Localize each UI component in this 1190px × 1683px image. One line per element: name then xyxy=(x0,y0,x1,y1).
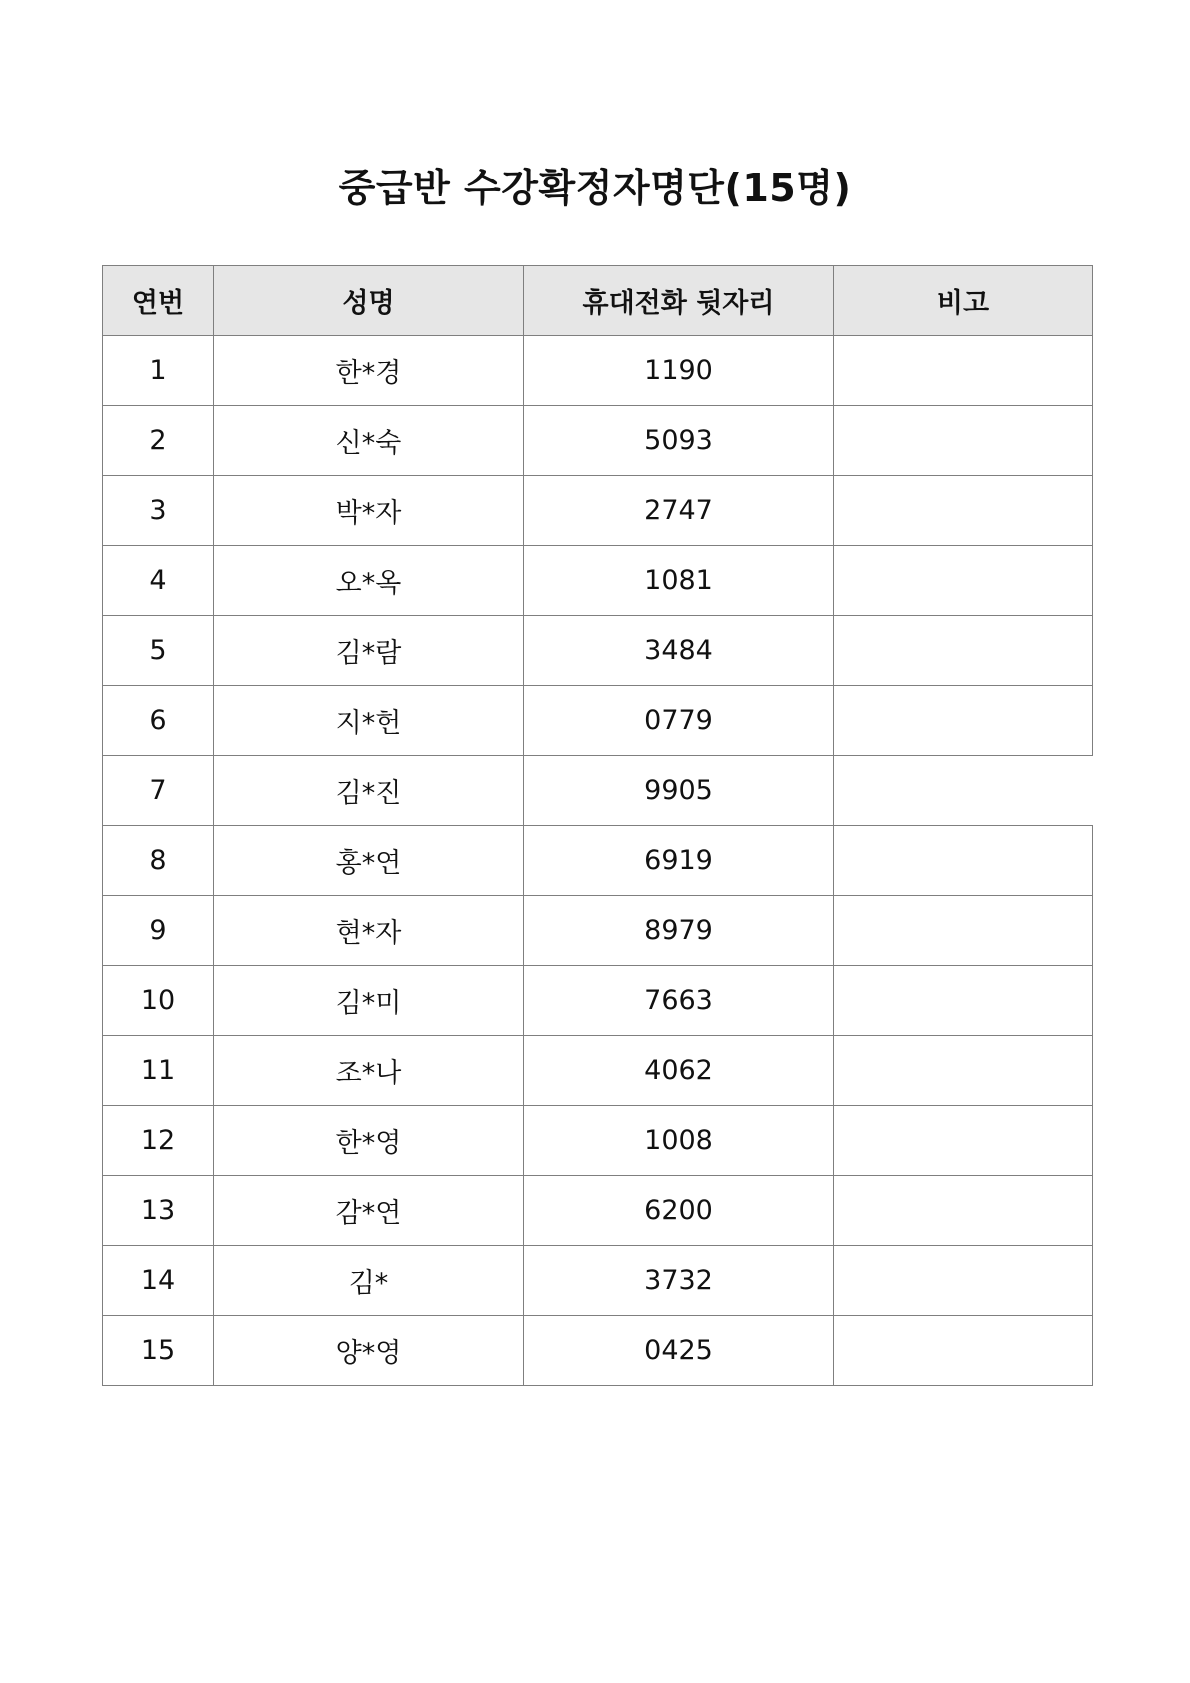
table-row xyxy=(103,406,1093,476)
row-number: 3 xyxy=(103,476,214,546)
table-row xyxy=(103,616,1093,686)
row-name: 신*숙 xyxy=(214,406,524,476)
row-number: 4 xyxy=(103,546,214,616)
row-note xyxy=(834,546,1093,616)
page-title: 중급반 수강확정자명단(15명) xyxy=(338,166,852,210)
table-row xyxy=(103,756,1093,826)
table-row xyxy=(103,896,1093,966)
table-row xyxy=(103,336,1093,406)
row-name: 조*나 xyxy=(214,1036,524,1106)
row-note xyxy=(834,1106,1093,1176)
row-note xyxy=(834,406,1093,476)
header-phone: 휴대전화 뒷자리 xyxy=(524,266,834,336)
table-row xyxy=(103,686,1093,756)
row-phone: 1081 xyxy=(524,546,834,616)
table-row xyxy=(103,476,1093,546)
row-name: 박*자 xyxy=(214,476,524,546)
row-name: 김*미 xyxy=(214,966,524,1036)
table-row xyxy=(103,1036,1093,1106)
row-phone: 8979 xyxy=(524,896,834,966)
table-row xyxy=(103,1316,1093,1386)
row-note xyxy=(834,1246,1093,1316)
row-number: 6 xyxy=(103,686,214,756)
row-note xyxy=(834,616,1093,686)
row-note xyxy=(834,1316,1093,1386)
row-note xyxy=(834,476,1093,546)
table-row xyxy=(103,1176,1093,1246)
row-note xyxy=(834,1176,1093,1246)
row-phone: 1008 xyxy=(524,1106,834,1176)
row-name: 오*옥 xyxy=(214,546,524,616)
row-name: 한*영 xyxy=(214,1106,524,1176)
row-phone: 1190 xyxy=(524,336,834,406)
row-number: 10 xyxy=(103,966,214,1036)
row-name: 홍*연 xyxy=(214,826,524,896)
row-note xyxy=(834,966,1093,1036)
row-phone: 9905 xyxy=(524,756,834,826)
row-number: 8 xyxy=(103,826,214,896)
table-row xyxy=(103,546,1093,616)
row-name: 한*경 xyxy=(214,336,524,406)
row-note xyxy=(834,686,1093,756)
row-number: 13 xyxy=(103,1176,214,1246)
row-note xyxy=(834,826,1093,896)
row-phone: 4062 xyxy=(524,1036,834,1106)
row-phone: 0425 xyxy=(524,1316,834,1386)
row-name: 감*연 xyxy=(214,1176,524,1246)
row-phone: 6919 xyxy=(524,826,834,896)
row-phone: 5093 xyxy=(524,406,834,476)
row-number: 14 xyxy=(103,1246,214,1316)
row-phone: 2747 xyxy=(524,476,834,546)
row-phone: 0779 xyxy=(524,686,834,756)
row-number: 15 xyxy=(103,1316,214,1386)
header-name: 성명 xyxy=(214,266,524,336)
row-number: 9 xyxy=(103,896,214,966)
row-name: 현*자 xyxy=(214,896,524,966)
table-row xyxy=(103,1106,1093,1176)
row-name: 김*진 xyxy=(214,756,524,826)
row-note xyxy=(834,1036,1093,1106)
header-number: 연번 xyxy=(103,266,214,336)
row-phone: 3484 xyxy=(524,616,834,686)
table-row xyxy=(103,966,1093,1036)
row-number: 7 xyxy=(103,756,214,826)
row-note xyxy=(834,896,1093,966)
row-name: 양*영 xyxy=(214,1316,524,1386)
row-phone: 6200 xyxy=(524,1176,834,1246)
row-note xyxy=(834,336,1093,406)
row-name: 김*람 xyxy=(214,616,524,686)
row-number: 2 xyxy=(103,406,214,476)
row-number: 11 xyxy=(103,1036,214,1106)
header-note: 비고 xyxy=(834,266,1093,336)
row-note xyxy=(834,756,1093,826)
row-number: 5 xyxy=(103,616,214,686)
table-row xyxy=(103,826,1093,896)
table-row xyxy=(103,1246,1093,1316)
table-header-row xyxy=(103,266,1093,336)
row-name: 지*헌 xyxy=(214,686,524,756)
row-phone: 7663 xyxy=(524,966,834,1036)
row-name: 김* xyxy=(214,1246,524,1316)
row-number: 1 xyxy=(103,336,214,406)
row-number: 12 xyxy=(103,1106,214,1176)
row-phone: 3732 xyxy=(524,1246,834,1316)
enrollment-table xyxy=(102,265,1093,1386)
